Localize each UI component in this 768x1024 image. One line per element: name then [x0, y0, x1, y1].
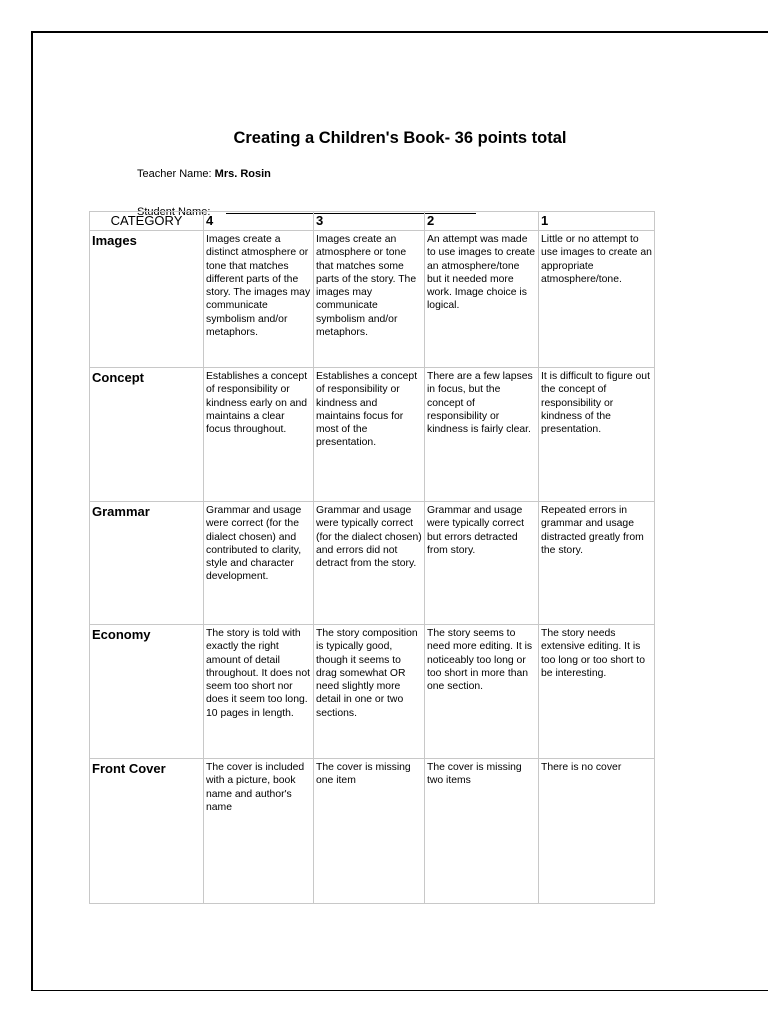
table-cell: Grammar and usage were correct (for the dialect chosen) and contributed to clarity, style and character development. [204, 502, 314, 625]
row-category-front-cover: Front Cover [90, 759, 204, 904]
table-cell: Images create an atmosphere or tone that matches some parts of the story. The images may communicate symbolism and/or metaphors. [314, 231, 425, 368]
header-score-3: 3 [314, 212, 425, 231]
table-cell: Grammar and usage were typically correct (for the dialect chosen) and errors did not detract from the story. [314, 502, 425, 625]
header-score-4: 4 [204, 212, 314, 231]
header-score-2: 2 [425, 212, 539, 231]
row-category-images: Images [90, 231, 204, 368]
table-cell: The cover is missing two items [425, 759, 539, 904]
row-category-grammar: Grammar [90, 502, 204, 625]
table-row [90, 625, 655, 759]
table-row [90, 231, 655, 368]
rubric-table [89, 211, 655, 904]
table-cell: There are a few lapses in focus, but the concept of responsibility or kindness is fairly clear. [425, 368, 539, 502]
table-cell: The story is told with exactly the right amount of detail throughout. It does not seem too short nor does it seem too long. 10 pages in length. [204, 625, 314, 759]
table-cell: It is difficult to figure out the concept of responsibility or kindness of the presentation. [539, 368, 655, 502]
table-cell: The story needs extensive editing. It is too long or too short to be interesting. [539, 625, 655, 759]
table-cell: The story composition is typically good, though it seems to drag somewhat OR need slightly more detail in one or two sections. [314, 625, 425, 759]
table-cell: An attempt was made to use images to create an atmosphere/tone but it needed more work. Image choice is logical. [425, 231, 539, 368]
header-category: CATEGORY [90, 212, 204, 231]
table-cell: Little or no attempt to use images to create an appropriate atmosphere/tone. [539, 231, 655, 368]
table-cell: Grammar and usage were typically correct but errors detracted from story. [425, 502, 539, 625]
table-cell: Images create a distinct atmosphere or tone that matches different parts of the story. The images may communicate symbolism and/or metaphors. [204, 231, 314, 368]
teacher-name-value: Mrs. Rosin [214, 168, 271, 180]
row-category-concept: Concept [90, 368, 204, 502]
table-header-row [90, 212, 655, 231]
table-cell: The story seems to need more editing. It is noticeably too long or too short in more than one section. [425, 625, 539, 759]
teacher-name-line [137, 168, 271, 180]
table-row [90, 502, 655, 625]
table-cell: Establishes a concept of responsibility or kindness and maintains focus for most of the presentation. [314, 368, 425, 502]
student-name-label: Student Name: [137, 206, 211, 218]
table-row [90, 368, 655, 502]
row-category-economy: Economy [90, 625, 204, 759]
table-row [90, 759, 655, 904]
document-page [31, 31, 768, 991]
document-title: Creating a Children's Book- 36 points total [233, 129, 567, 147]
teacher-name-label: Teacher Name: [137, 168, 215, 180]
table-cell: Establishes a concept of responsibility or kindness early on and maintains a clear focus throughout. [204, 368, 314, 502]
table-cell: The cover is included with a picture, book name and author's name [204, 759, 314, 904]
table-cell: Repeated errors in grammar and usage distracted greatly from the story. [539, 502, 655, 625]
table-cell: The cover is missing one item [314, 759, 425, 904]
table-cell: There is no cover [539, 759, 655, 904]
header-score-1: 1 [539, 212, 655, 231]
